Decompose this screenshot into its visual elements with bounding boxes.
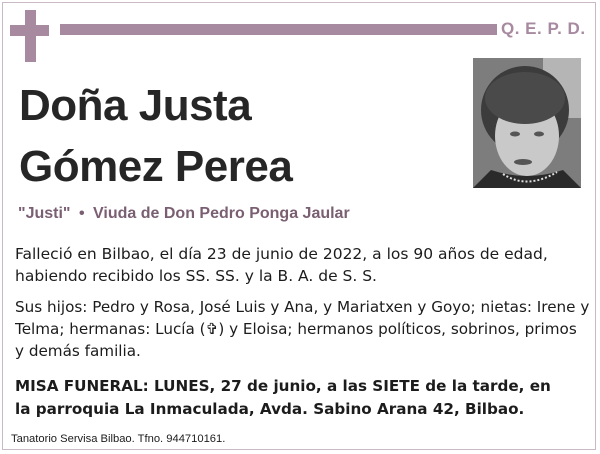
funeral-line-2: la parroquia La Inmaculada, Avda. Sabino Arana 42, Bilbao.: [15, 400, 525, 418]
funeral-line-1: MISA FUNERAL: LUNES, 27 de junio, a las SIETE de la tarde, en: [15, 377, 551, 395]
separator-dot: •: [78, 205, 85, 222]
death-paragraph: [15, 243, 585, 287]
deceased-name-line2: Gómez Perea: [19, 142, 293, 191]
family-line-3: y demás familia.: [15, 342, 141, 360]
portrait-illustration: [473, 58, 581, 188]
family-line-2: Telma; hermanas: Lucía (✞) y Eloisa; hermanos políticos, sobrinos, primos: [15, 320, 577, 338]
family-paragraph: [15, 296, 590, 362]
funeral-home-footer: Tanatorio Servisa Bilbao. Tfno. 944710161.: [11, 433, 226, 445]
deceased-photo: [473, 58, 581, 188]
death-line-1: Falleció en Bilbao, el día 23 de junio de 2022, a los 90 años de edad,: [15, 245, 548, 263]
nickname: "Justi": [18, 205, 71, 222]
cross-icon-vertical: [25, 10, 36, 62]
subtitle: [18, 205, 350, 223]
deceased-name-line1: Doña Justa: [19, 81, 252, 130]
header-rule: [60, 24, 497, 35]
funeral-mass-paragraph: [15, 375, 585, 421]
death-line-2: habiendo recibido los SS. SS. y la B. A. de S. S.: [15, 267, 377, 285]
family-line-1: Sus hijos: Pedro y Rosa, José Luis y Ana, y Mariatxen y Goyo; nietas: Irene y: [15, 298, 590, 316]
qepd-label: Q. E. P. D.: [501, 19, 586, 38]
spouse-note: Viuda de Don Pedro Ponga Jaular: [93, 205, 350, 222]
cross-icon-horizontal: [10, 25, 49, 36]
